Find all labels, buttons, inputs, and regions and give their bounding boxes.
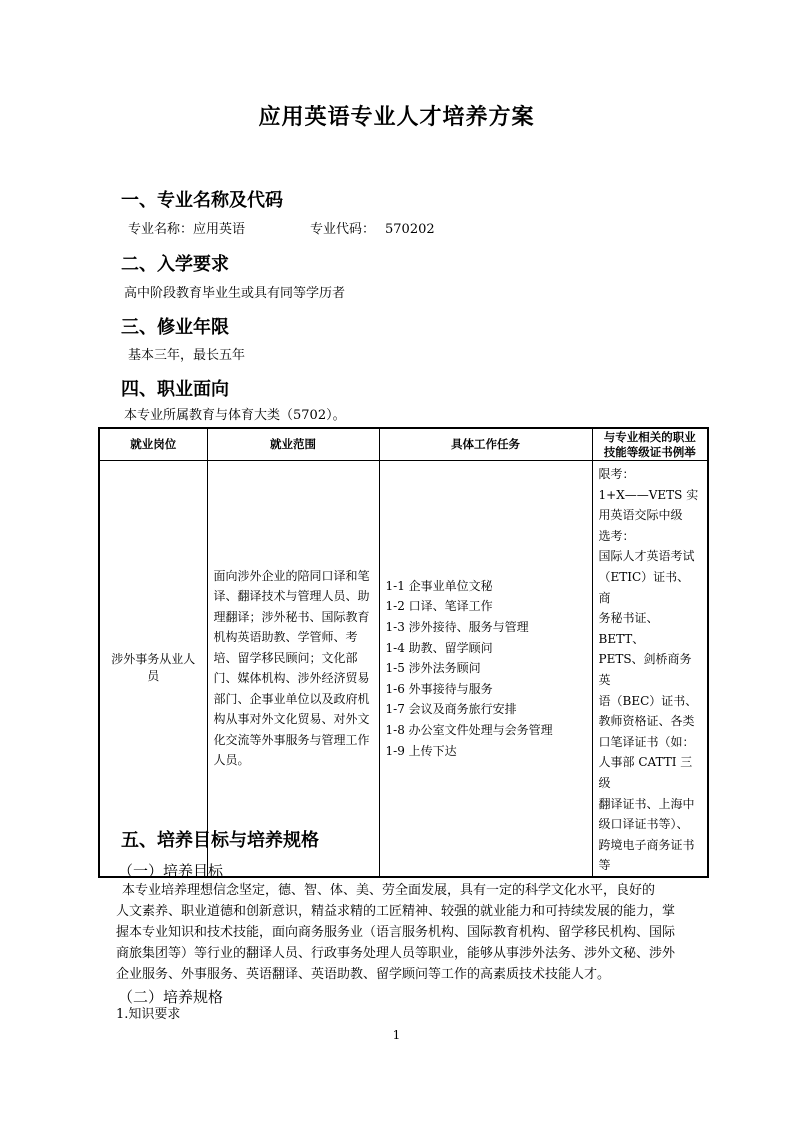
cert-line: 翻译证书、上海中 xyxy=(598,796,695,811)
task-item: 1-3 涉外接待、服务与管理 xyxy=(385,619,529,634)
goal-line: 本专业培养理想信念坚定，德、智、体、美、劳全面发展，具有一定的科学文化水平，良好的 xyxy=(122,883,656,898)
subsection-goal-heading: （一）培养目标 xyxy=(118,862,224,880)
task-item: 1-4 助教、留学顾问 xyxy=(385,640,493,655)
major-code: 570202 xyxy=(385,222,435,237)
knowledge-requirement: 1.知识要求 xyxy=(116,1007,181,1022)
post-line2: 员 xyxy=(147,669,160,684)
certs-cell xyxy=(592,461,708,877)
task-item: 1-8 办公室文件处理与会务管理 xyxy=(385,722,553,737)
goal-line: 握本专业知识和技术技能，面向商务服务业（语言服务机构、国际教育机构、留学移民机构、国际 xyxy=(116,925,676,940)
table-row xyxy=(99,461,708,877)
cert-line: 教师资格证、各类 xyxy=(598,714,695,729)
table-header-row xyxy=(99,428,708,461)
post-line1: 涉外事务从业人 xyxy=(111,652,196,667)
goal-line: 人文素养、职业道德和创新意识，精益求精的工匠精神、较强的就业能力和可持续发展的能力，掌 xyxy=(116,904,676,919)
goal-line: 企业服务、外事服务、英语翻译、英语助教、留学顾问等工作的高素质技术技能人才。 xyxy=(116,967,611,982)
header-scope: 就业范围 xyxy=(207,428,379,461)
task-item: 1-1 企事业单位文秘 xyxy=(385,578,493,593)
task-item: 1-9 上传下达 xyxy=(385,743,457,758)
subsection-spec-heading: （二）培养规格 xyxy=(118,988,224,1006)
section-5-heading: 五、培养目标与培养规格 xyxy=(121,830,319,851)
cert-line: 选考： xyxy=(598,528,635,543)
header-certs-line2: 技能等级证书例举 xyxy=(603,444,696,459)
cert-line: 语（BEC）证书、 xyxy=(598,693,698,708)
scope-cell: 面向涉外企业的陪同口译和笔译、翻译技术与管理人员、助理翻译；涉外秘书、国际教育机构英语助教、学管师、考培、留学移民顾问；文化部门、媒体机构、涉外经济贸易部门、企事业单位以及政府机构从事对外文化贸易、对外文化交流等外事服务与管理工作人员。 xyxy=(207,461,379,877)
tasks-cell xyxy=(379,461,592,877)
cert-line: 等 xyxy=(598,858,611,873)
cert-line: 级口译证书等）、 xyxy=(598,817,689,832)
cert-line: 国际人才英语考试 xyxy=(598,549,695,564)
task-item: 1-5 涉外法务顾问 xyxy=(385,661,481,676)
task-item: 1-6 外事接待与服务 xyxy=(385,681,493,696)
admission-text: 高中阶段教育毕业生或具有同等学历者 xyxy=(124,286,346,301)
cert-line: 人事部 CATTI 三级 xyxy=(598,755,693,790)
task-item: 1-7 会议及商务旅行安排 xyxy=(385,702,517,717)
page-number: 1 xyxy=(392,1028,401,1042)
section-4-heading: 四、职业面向 xyxy=(121,379,229,400)
section-1-heading: 一、专业名称及代码 xyxy=(121,190,283,211)
cert-line: （ETIC）证书、商 xyxy=(598,569,690,605)
cert-line: 跨境电子商务证书 xyxy=(598,837,695,852)
section-3-heading: 三、修业年限 xyxy=(121,317,229,338)
section-2-heading: 二、入学要求 xyxy=(121,254,229,275)
document-title: 应用英语专业人才培养方案 xyxy=(258,105,535,130)
major-name: 专业名称：应用英语 xyxy=(128,222,246,237)
major-code-label: 专业代码： xyxy=(310,222,376,237)
cert-line: 限考： xyxy=(598,467,635,481)
cert-line: 务秘书证、BETT、 xyxy=(598,611,659,646)
duration-text: 基本三年，最长五年 xyxy=(128,348,246,363)
header-tasks: 具体工作任务 xyxy=(379,428,592,461)
goal-line: 商旅集团等）等行业的翻译人员、行政事务处理人员等职业，能够从事涉外法务、涉外文秘、涉外 xyxy=(116,946,676,961)
task-item: 1-2 口译、笔译工作 xyxy=(385,599,493,614)
header-certs-line1: 与专业相关的职业 xyxy=(603,429,696,444)
cert-line: 用英语交际中级 xyxy=(598,508,683,523)
cert-line: 口笔译证书（如： xyxy=(598,734,695,749)
career-table xyxy=(98,427,709,878)
post-cell xyxy=(99,461,207,877)
header-post: 就业岗位 xyxy=(99,428,207,461)
cert-line: PETS、剑桥商务英 xyxy=(598,652,692,687)
category-text: 本专业所属教育与体育大类（5702）。 xyxy=(124,408,346,423)
cert-line: 1+X——VETS 实 xyxy=(598,487,699,502)
header-certs xyxy=(592,428,708,461)
